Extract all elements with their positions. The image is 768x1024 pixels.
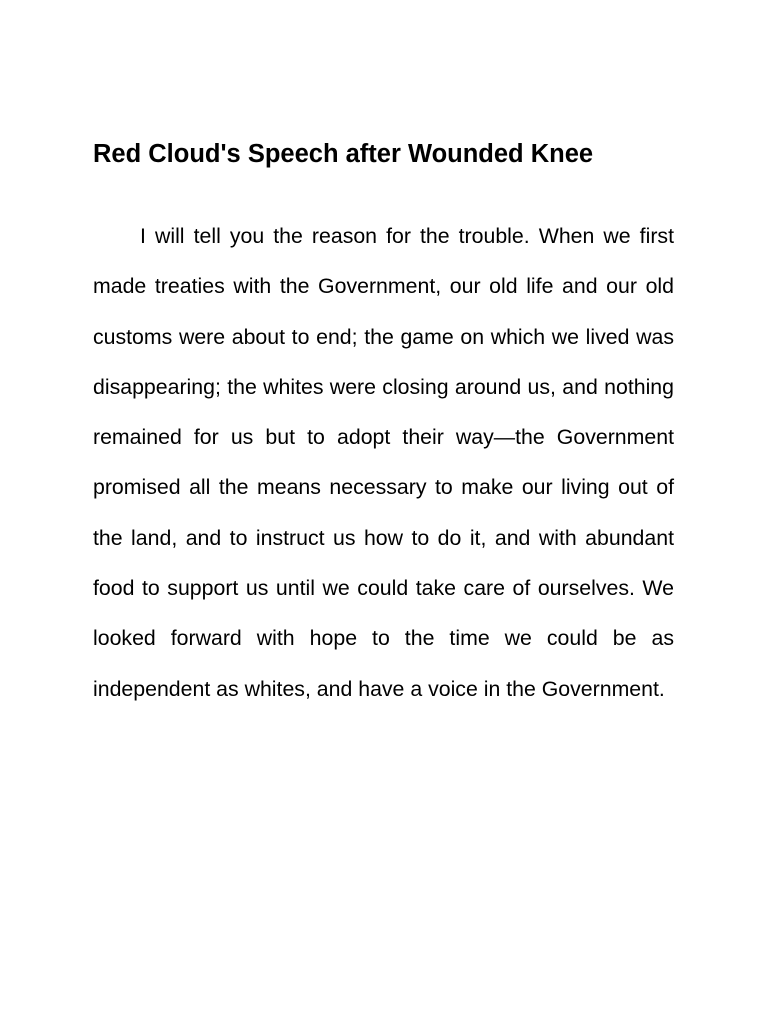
speech-paragraph: I will tell you the reason for the trouble. When we first made treaties with the Government, our old life and our old customs were about to end; the game on which we lived was disappearing; the whites were closing around us, and nothing remained for us but to adopt their way—the Government promised all the means necessary to make our living out of the land, and to instruct us how to do it, and with abundant food to support us until we could take care of ourselves. We looked forward with hope to the time we could be as independent as whites, and have a voice in the Government. <box>93 224 674 701</box>
document-title: Red Cloud's Speech after Wounded Knee <box>93 140 594 168</box>
